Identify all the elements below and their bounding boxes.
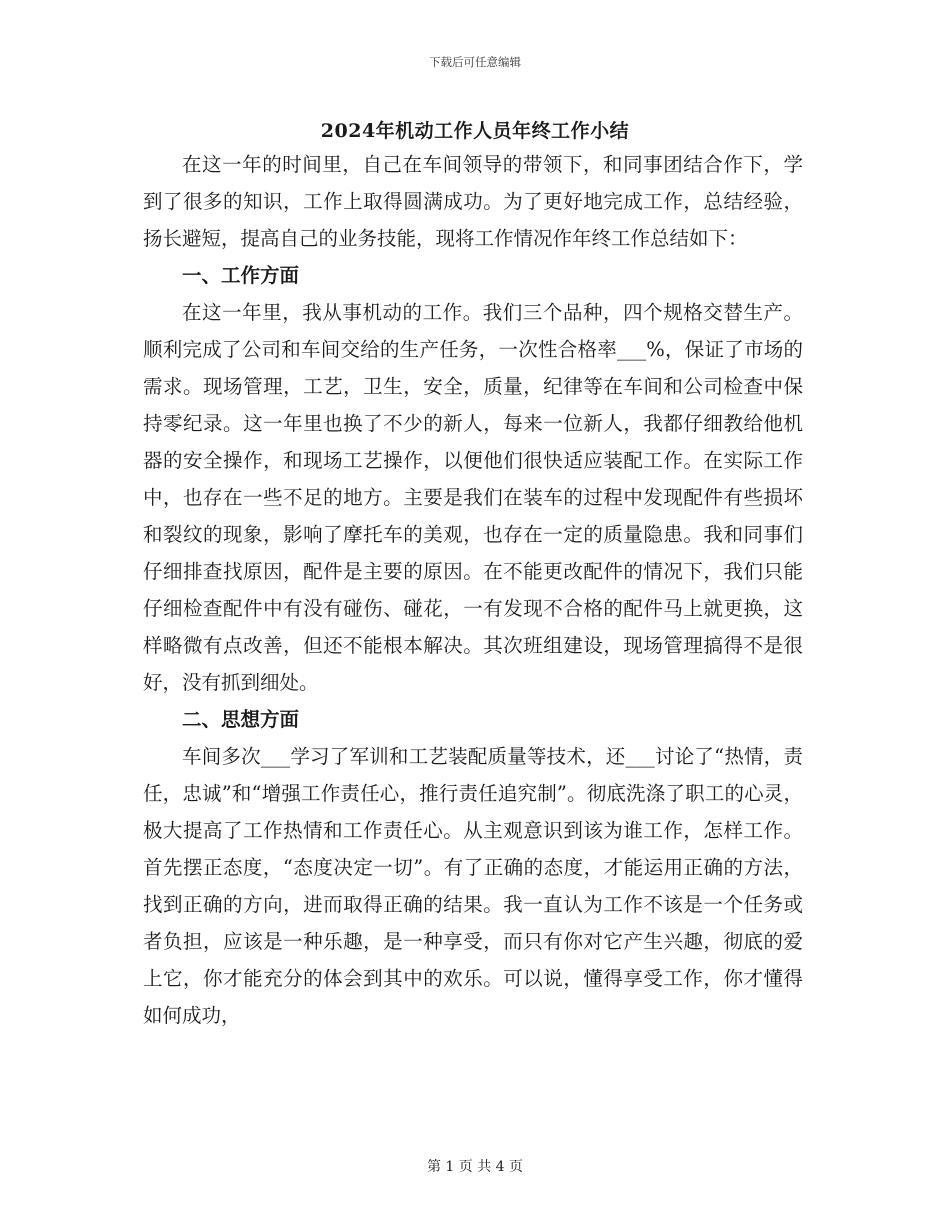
section-body-work: 在这一年里，我从事机动的工作。我们三个品种，四个规格交替生产。顺利完成了公司和车间交给的生产任务，一次性合格率___%，保证了市场的需求。现场管理，工艺，卫生，安全，质量，纪律等在车间和公司检查中保持零纪录。这一年里也换了不少的新人，每来一位新人，我都仔细教给他机器的安全操作，和现场工艺操作，以便他们很快适应装配工作。在实际工作中，也存在一些不足的地方。主要是我们在装车的过程中发现配件有些损坏和裂纹的现象，影响了摩托车的美观，也存在一定的质量隐患。我和同事们仔细排查找原因，配件是主要的原因。在不能更改配件的情况下，我们只能仔细检查配件中有没有碰伤、碰花，一有发现不合格的配件马上就更换，这样略微有点改善，但还不能根本解决。其次班组建设，现场管理搞得不是很好，没有抓到细处。 xyxy=(143,301,803,694)
section-heading-thought: 二、思想方面 xyxy=(182,708,300,731)
document-body xyxy=(143,146,803,1034)
header-note: 下载后可任意编辑 xyxy=(429,55,521,69)
section-heading-work: 一、工作方面 xyxy=(182,264,300,287)
page-number-footer: 第 1 页 共 4 页 xyxy=(426,1159,524,1175)
document-title: 2024年机动工作人员年终工作小结 xyxy=(320,120,630,142)
intro-paragraph: 在这一年的时间里，自己在车间领导的带领下，和同事团结合作下，学到了很多的知识，工作上取得圆满成功。为了更好地完成工作，总结经验，扬长避短，提高自己的业务技能，现将工作情况作年终工作总结如下： xyxy=(143,153,803,250)
section-body-thought: 车间多次___学习了军训和工艺装配质量等技术，还___讨论了“热情，责任，忠诚”和“增强工作责任心，推行责任追究制”。彻底洗涤了职工的心灵，极大提高了工作热情和工作责任心。从主观意识到该为谁工作，怎样工作。首先摆正态度，“态度决定一切”。有了正确的态度，才能运用正确的方法，找到正确的方向，进而取得正确的结果。我一直认为工作不该是一个任务或者负担，应该是一种乐趣，是一种享受，而只有你对它产生兴趣，彻底的爱上它，你才能充分的体会到其中的欢乐。可以说，懂得享受工作，你才懂得如何成功， xyxy=(143,745,803,1027)
